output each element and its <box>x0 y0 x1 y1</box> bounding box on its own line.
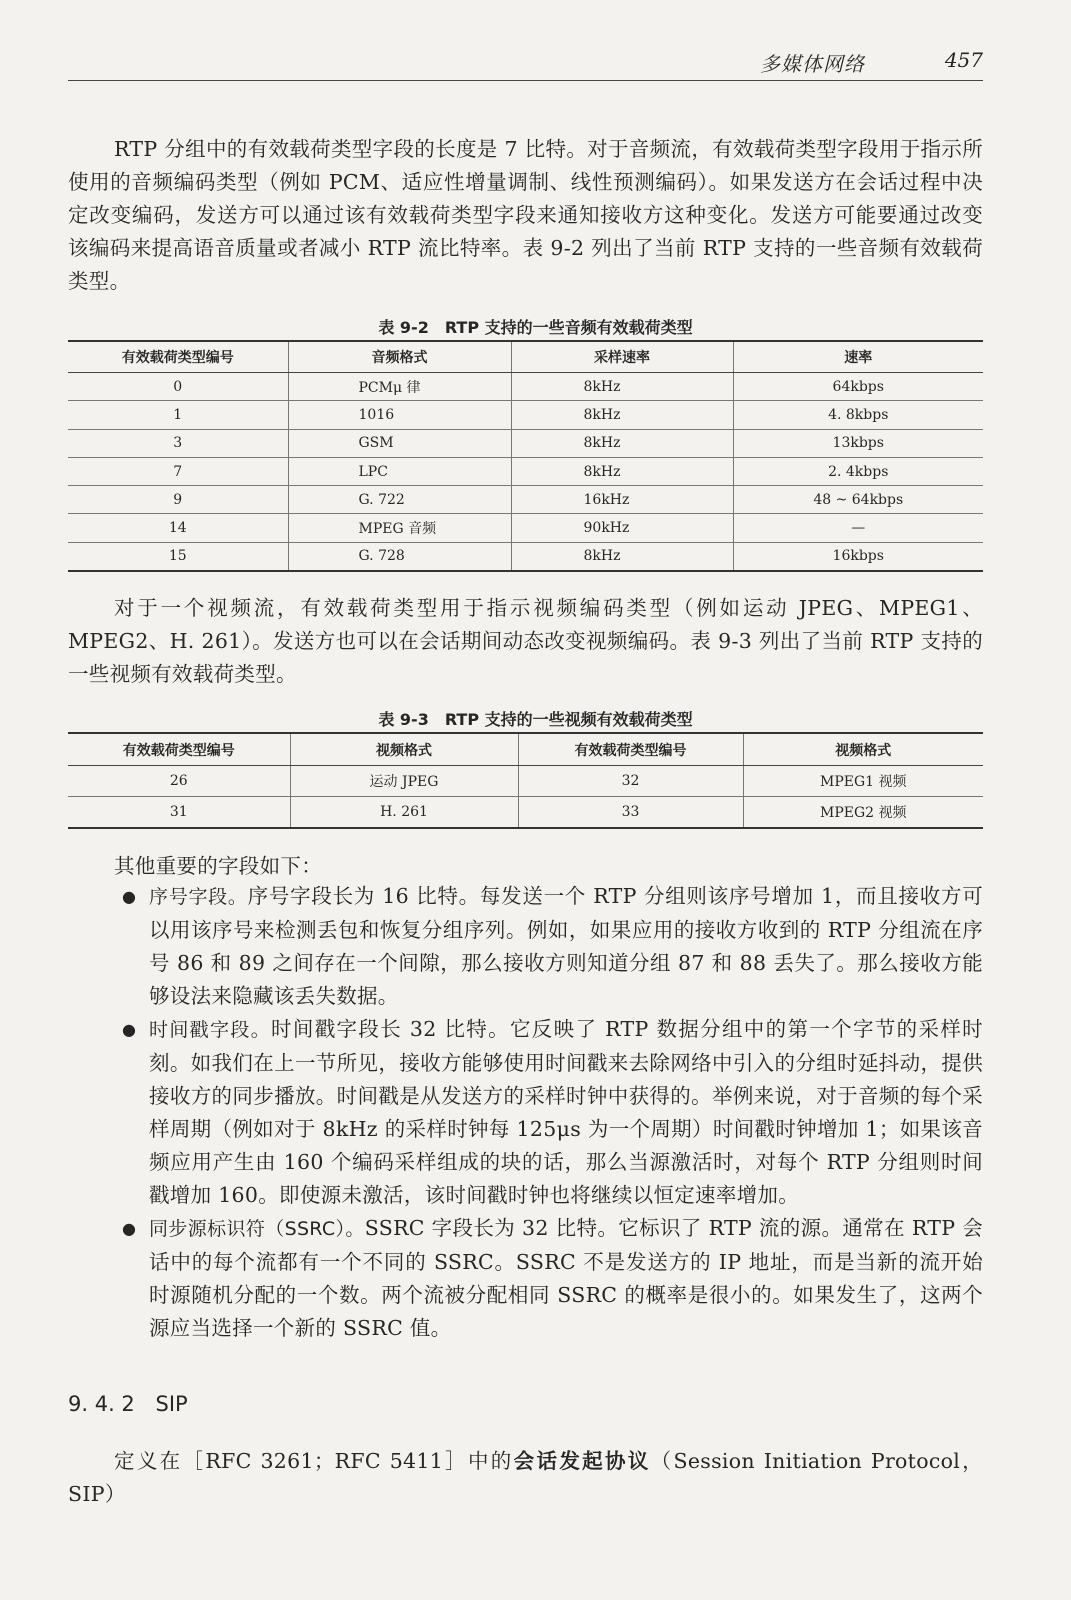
list-item <box>68 1212 983 1345</box>
header-cell: 有效载荷类型编号 <box>68 733 290 766</box>
list-item <box>68 1013 983 1212</box>
table-cell: 1016 <box>288 401 511 429</box>
field-term: 同步源标识符（SSRC）。 <box>149 1218 365 1240</box>
table-9-2 <box>68 340 983 572</box>
table-cell: 16kbps <box>733 542 983 571</box>
section-number: 9. 4. 2 <box>68 1392 135 1416</box>
table-cell: 26 <box>68 766 290 797</box>
page-number: 457 <box>944 48 983 72</box>
table-row <box>68 766 983 797</box>
table-cell: 64kbps <box>733 373 983 401</box>
table-cell: H. 261 <box>290 797 518 829</box>
table-cell: GSM <box>288 429 511 457</box>
table-cell: 0 <box>68 373 288 401</box>
table-cell: PCMμ 律 <box>288 373 511 401</box>
table-cell: 33 <box>518 797 743 829</box>
field-description: 序号字段长为 16 比特。每发送一个 RTP 分组则该序号增加 1，而且接收方可以用该序号来检测丢包和恢复分组序列。例如，如果应用的接收方收到的 RTP 分组流在序号 86 和 89 之间存在一个间隙，那么接收方则知道分组 87 和 88 丢失了。那么接收方能够设法来隐藏该丢失数据。 <box>149 884 983 1008</box>
table-cell: 8kHz <box>511 542 733 571</box>
header-cell: 采样速率 <box>511 341 733 373</box>
table-9-3-caption: 表 9-3 RTP 支持的一些视频有效载荷类型 <box>378 710 693 729</box>
table-cell: 8kHz <box>511 373 733 401</box>
table-9-3 <box>68 732 983 829</box>
table-row <box>68 457 983 485</box>
field-term: 时间戳字段。 <box>149 1019 272 1041</box>
header-cell: 有效载荷类型编号 <box>518 733 743 766</box>
field-list <box>68 880 983 1345</box>
table-row <box>68 429 983 457</box>
paragraph-sip-intro <box>68 1445 983 1511</box>
sip-intro-suffix: （Session Initiation Protocol，SIP） <box>68 1449 983 1506</box>
table-cell: 16kHz <box>511 486 733 514</box>
list-item <box>68 880 983 1013</box>
table-cell: 3 <box>68 429 288 457</box>
table-row <box>68 486 983 514</box>
table-cell: 2. 4kbps <box>733 457 983 485</box>
table-cell: G. 722 <box>288 486 511 514</box>
table-cell: 8kHz <box>511 401 733 429</box>
field-term: 序号字段。 <box>149 886 248 908</box>
fields-intro: 其他重要的字段如下： <box>114 854 322 878</box>
field-description: 时间戳字段长 32 比特。它反映了 RTP 数据分组中的第一个字节的采样时刻。如我们在上一节所见，接收方能够使用时间戳来去除网络中引入的分组时延抖动，提供接收方的同步播放。时间戳是从发送方的采样时钟中获得的。举例来说，对于音频的每个采样周期（例如对于 8kHz 的采样时钟每 125μs 为一个周期）时间戳时钟增加 1；如果该音频应用产生由 160 个编码采样组成的块的话，那么当源激活时，对每个 RTP 分组则时间戳增加 160。即使源未激活，该时间戳时钟也将继续以恒定速率增加。 <box>149 1017 983 1207</box>
table-cell: 13kbps <box>733 429 983 457</box>
paragraph-audio-payload: RTP 分组中的有效载荷类型字段的长度是 7 比特。对于音频流，有效载荷类型字段用于指示所使用的音频编码类型（例如 PCM、适应性增量调制、线性预测编码）。如果发送方在会话过程中决定改变编码，发送方可以通过该有效载荷类型字段来通知接收方这种变化。发送方可能要通过改变该编码来提高语音质量或者减小 RTP 流比特率。表 9-2 列出了当前 RTP 支持的一些音频有效载荷类型。 <box>68 137 983 293</box>
table-cell: 14 <box>68 514 288 542</box>
table-row <box>68 373 983 401</box>
table-header-row <box>68 733 983 766</box>
table-cell: 31 <box>68 797 290 829</box>
section-heading <box>68 1392 188 1416</box>
running-header <box>68 46 983 81</box>
table-cell: MPEG2 视频 <box>743 797 983 829</box>
table-cell: MPEG 音频 <box>288 514 511 542</box>
table-cell: — <box>733 514 983 542</box>
table-cell: 运动 JPEG <box>290 766 518 797</box>
table-row <box>68 542 983 571</box>
table-cell: 15 <box>68 542 288 571</box>
table-cell: 8kHz <box>511 457 733 485</box>
sip-intro-prefix: 定义在［RFC 3261；RFC 5411］中的 <box>114 1449 514 1473</box>
bullet-icon: ● <box>122 887 137 906</box>
chapter-title: 多媒体网络 <box>760 52 865 76</box>
table-cell: LPC <box>288 457 511 485</box>
table-row <box>68 514 983 542</box>
table-row <box>68 797 983 829</box>
table-cell: 8kHz <box>511 429 733 457</box>
header-cell: 速率 <box>733 341 983 373</box>
table-9-2-caption: 表 9-2 RTP 支持的一些音频有效载荷类型 <box>378 318 693 337</box>
sip-term: 会话发起协议 <box>513 1449 651 1473</box>
table-cell: MPEG1 视频 <box>743 766 983 797</box>
table-cell: 1 <box>68 401 288 429</box>
table-row <box>68 401 983 429</box>
header-cell: 音频格式 <box>288 341 511 373</box>
table-cell: 4. 8kbps <box>733 401 983 429</box>
table-cell: 9 <box>68 486 288 514</box>
field-description: SSRC 字段长为 32 比特。它标识了 RTP 流的源。通常在 RTP 会话中的每个流都有一个不同的 SSRC。SSRC 不是发送方的 IP 地址，而是当新的流开始时源随机分配的一个数。两个流被分配相同 SSRC 的概率是很小的。如果发生了，这两个源应当选择一个新的 SSRC 值。 <box>149 1216 984 1340</box>
table-cell: 32 <box>518 766 743 797</box>
header-cell: 有效载荷类型编号 <box>68 341 288 373</box>
table-cell: 7 <box>68 457 288 485</box>
paragraph-video-payload: 对于一个视频流，有效载荷类型用于指示视频编码类型（例如运动 JPEG、MPEG1、MPEG2、H. 261）。发送方也可以在会话期间动态改变视频编码。表 9-3 列出了当前 RTP 支持的一些视频有效载荷类型。 <box>68 596 983 686</box>
bullet-icon: ● <box>122 1219 137 1238</box>
table-cell: G. 728 <box>288 542 511 571</box>
section-title: SIP <box>155 1392 188 1416</box>
table-cell: 90kHz <box>511 514 733 542</box>
table-header-row <box>68 341 983 373</box>
header-cell: 视频格式 <box>743 733 983 766</box>
table-cell: 48 ~ 64kbps <box>733 486 983 514</box>
header-cell: 视频格式 <box>290 733 518 766</box>
bullet-icon: ● <box>122 1020 137 1039</box>
